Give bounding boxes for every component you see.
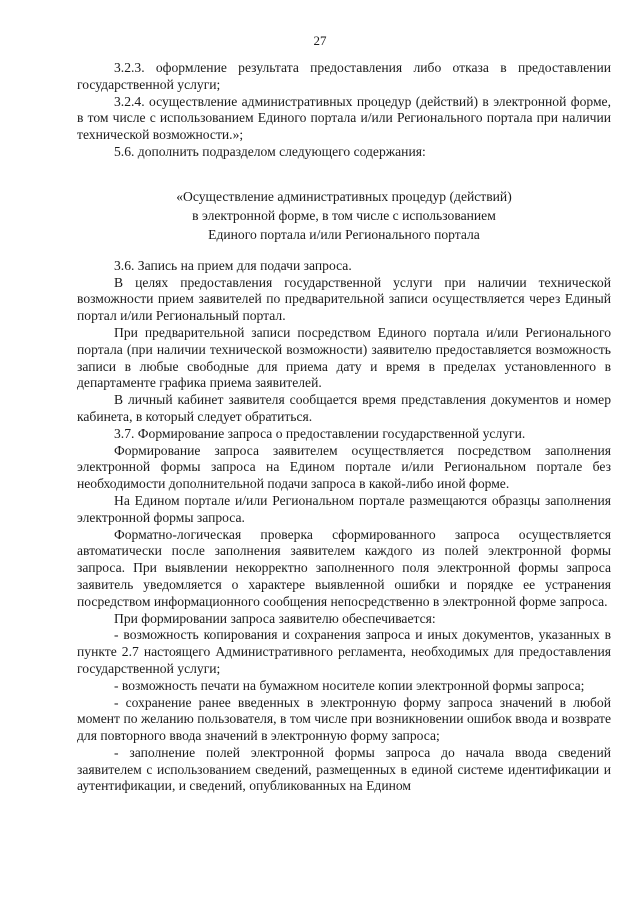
list-item: - возможность копирования и сохранения запроса и иных документов, указанных в пункте 2.7 настоящего Административного регламента, необходимых для предоставления государственной услуги; xyxy=(77,627,611,676)
list-item: - заполнение полей электронной формы запроса до начала ввода сведений заявителем с использованием сведений, размещенных в единой системе идентификации и аутентификации, и сведений, опубликованных на Едином xyxy=(77,744,611,794)
heading-line: Единого портала и/или Регионального портала xyxy=(208,226,480,242)
document-body xyxy=(77,60,611,795)
paragraph: Формирование запроса заявителем осуществляется посредством заполнения электронной формы запроса на Едином портале и/или Региональном портале без необходимости дополнительной подачи запроса в какой-либо иной форме. xyxy=(77,442,611,492)
list-item: - возможность печати на бумажном носителе копии электронной формы запроса; xyxy=(114,677,585,693)
paragraph: При формировании запроса заявителю обеспечивается: xyxy=(114,610,436,626)
paragraph: На Едином портале и/или Региональном портале размещаются образцы заполнения электронной формы запроса. xyxy=(77,492,611,525)
paragraph: 5.6. дополнить подразделом следующего содержания: xyxy=(114,143,426,159)
section-heading xyxy=(77,187,611,244)
paragraph: В личный кабинет заявителя сообщается время представления документов и номер кабинета, в который следует обратиться. xyxy=(77,392,611,424)
list-item: - сохранение ранее введенных в электронную форму запроса значений в любой момент по желанию пользователя, в том числе при возникновении ошибок ввода и возврате для повторного ввода значений в электронную форму запроса; xyxy=(77,694,611,744)
paragraph: 3.6. Запись на прием для подачи запроса. xyxy=(114,257,352,273)
paragraph: В целях предоставления государственной услуги при наличии технической возможности прием заявителей по предварительной записи осуществляется через Единый портал и/или Региональный портал. xyxy=(77,274,611,324)
paragraph: 3.2.3. оформление результата предоставления либо отказа в предоставлении государственной услуги; xyxy=(77,60,611,92)
paragraph: Форматно-логическая проверка сформированного запроса осуществляется автоматически после заполнения заявителем каждого из полей электронной формы запроса. При выявлении некорректно заполненного поля электронной формы запроса заявитель уведомляется о характере выявленной ошибки и порядке ее устранения посредством информационного сообщения непосредственно в электронной форме запроса. xyxy=(77,526,611,609)
page-number: 27 xyxy=(313,33,327,48)
heading-line: в электронной форме, в том числе с использованием xyxy=(192,207,496,223)
paragraph: При предварительной записи посредством Единого портала и/или Регионального портала (при наличии технической возможности) заявителю предоставляется возможность записи в любые свободные для приема дату и время в пределах установленного в департаменте графика приема заявителей. xyxy=(77,324,611,391)
heading-line: «Осуществление административных процедур (действий) xyxy=(176,188,512,204)
paragraph: 3.7. Формирование запроса о предоставлении государственной услуги. xyxy=(114,425,526,441)
paragraph: 3.2.4. осуществление административных процедур (действий) в электронной форме, в том числе с использованием Единого портала и/или Регионального портала при наличии технической возможности.»; xyxy=(77,93,611,143)
